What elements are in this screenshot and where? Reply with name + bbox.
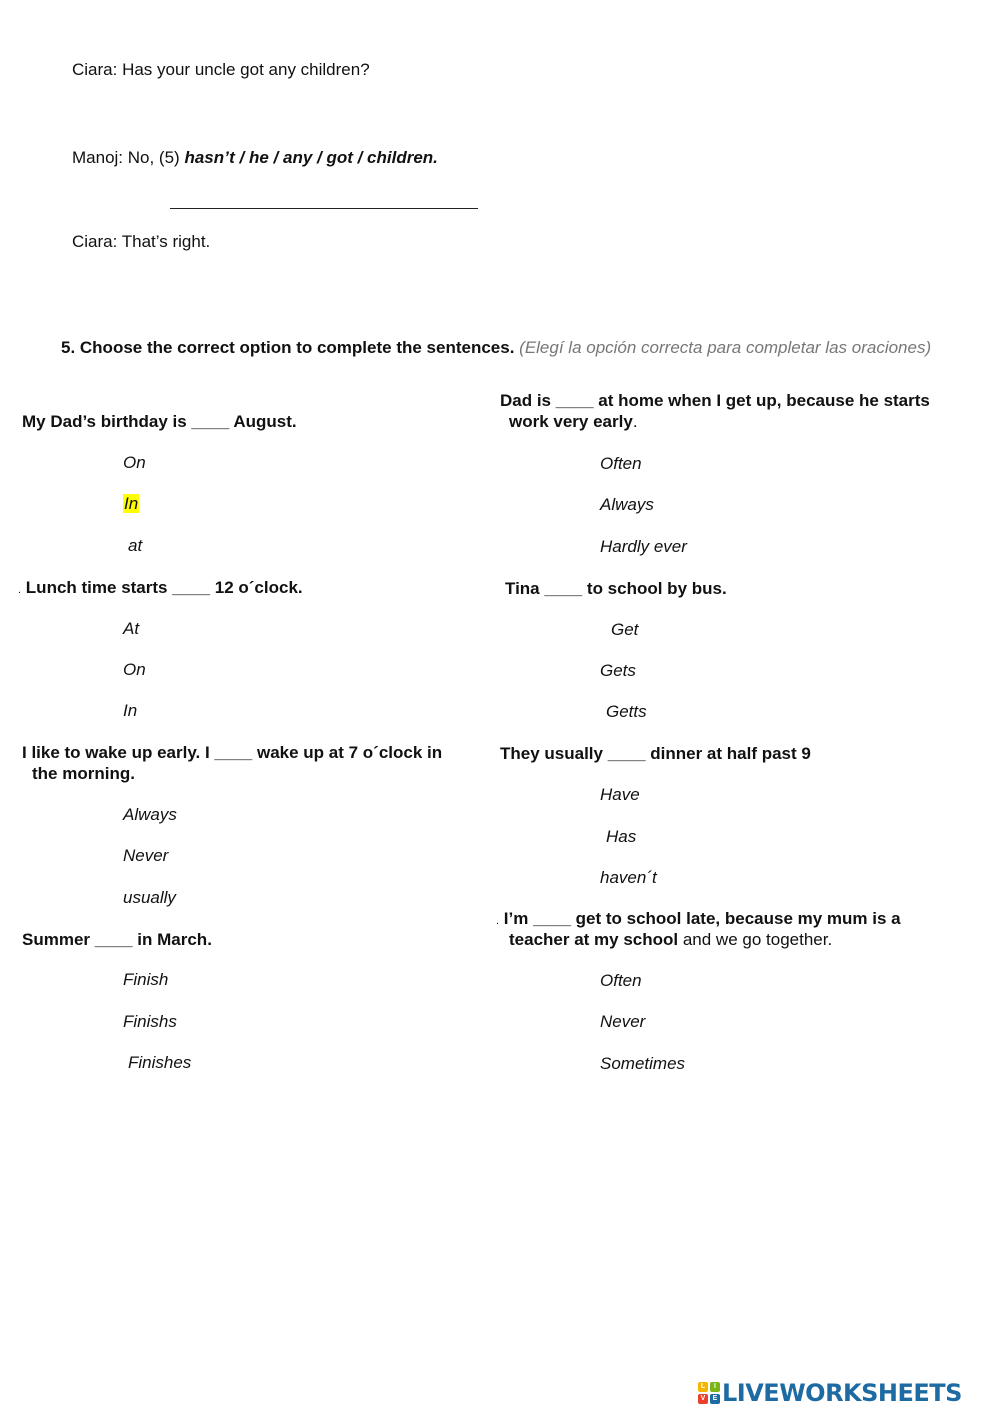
option-left-2-b[interactable]: On xyxy=(123,660,146,679)
option-left-3-a[interactable]: Always xyxy=(123,805,177,824)
option-right-2-a[interactable]: Get xyxy=(611,620,639,639)
option-left-3-b[interactable]: Never xyxy=(123,846,169,865)
option-left-2-c[interactable]: In xyxy=(123,701,138,720)
question-right-1-period: . xyxy=(632,412,638,431)
question-right-1-cont-text: work very early xyxy=(509,412,633,431)
question-right-1-cont xyxy=(509,411,638,432)
question-left-2-text: Lunch time starts ____ 12 o´clock. xyxy=(25,578,303,597)
question-right-4-text: I’m ____ get to school late, because my mum is a xyxy=(503,909,901,928)
exercise-5-heading xyxy=(61,337,941,358)
scrambled-words: hasn’t / he / any / got / children. xyxy=(184,148,438,167)
option-right-2-c[interactable]: Getts xyxy=(606,702,647,721)
option-right-2-b[interactable]: Gets xyxy=(600,661,636,680)
question-left-3-cont: the morning. xyxy=(32,764,135,783)
question-right-1: Dad is ____ at home when I get up, because he starts xyxy=(500,391,930,410)
exercise-5-translation: (Elegí la opción correcta para completar las oraciones) xyxy=(519,338,932,357)
liveworksheets-logo[interactable] xyxy=(698,1377,962,1409)
option-left-4-b[interactable]: Finishs xyxy=(123,1012,177,1031)
question-left-2 xyxy=(18,577,303,601)
option-left-2-a[interactable]: At xyxy=(123,619,140,638)
option-left-1-b[interactable] xyxy=(123,494,139,514)
option-left-1-c[interactable]: at xyxy=(128,536,143,555)
option-right-4-c[interactable]: Sometimes xyxy=(600,1054,686,1073)
dialogue-speaker-prefix: Manoj: No, (5) xyxy=(72,148,185,167)
question-right-3: They usually ____ dinner at half past 9 xyxy=(500,744,811,763)
question-left-4: Summer ____ in March. xyxy=(22,930,212,949)
logo-mark-e: E xyxy=(710,1394,720,1404)
dialogue-line-ciara-question: Ciara: Has your uncle got any children? xyxy=(72,60,370,79)
option-left-1-a[interactable]: On xyxy=(123,453,146,472)
option-right-1-b[interactable]: Always xyxy=(600,495,654,514)
highlighted-option: In xyxy=(124,494,139,513)
question-prefix-dot: . xyxy=(18,584,22,596)
question-left-1: My Dad’s birthday is ____ August. xyxy=(22,412,297,431)
option-right-1-a[interactable]: Often xyxy=(600,454,642,473)
logo-mark-i: I xyxy=(710,1382,720,1392)
option-right-3-b[interactable]: Has xyxy=(606,827,637,846)
question-left-3: I like to wake up early. I ____ wake up at 7 o´clock in xyxy=(22,743,443,762)
logo-text: LIVEWORKSHEETS xyxy=(722,1379,962,1407)
answer-blank-line[interactable] xyxy=(170,208,478,209)
option-left-3-c[interactable]: usually xyxy=(123,888,176,907)
option-right-4-a[interactable]: Often xyxy=(600,971,642,990)
dialogue-line-manoj xyxy=(72,148,438,168)
question-right-4-cont xyxy=(509,929,832,950)
option-right-4-b[interactable]: Never xyxy=(600,1012,646,1031)
option-right-1-c[interactable]: Hardly ever xyxy=(600,537,687,556)
dialogue-line-ciara-reply: Ciara: That’s right. xyxy=(72,232,211,251)
option-left-4-a[interactable]: Finish xyxy=(123,970,169,989)
exercise-5-instruction: 5. Choose the correct option to complete the sentences. xyxy=(61,338,515,357)
question-right-2: Tina ____ to school by bus. xyxy=(505,579,727,598)
question-right-4-cont-text: teacher at my school xyxy=(509,930,679,949)
logo-mark-v: V xyxy=(698,1394,708,1404)
option-right-3-a[interactable]: Have xyxy=(600,785,640,804)
option-right-3-c[interactable]: haven´t xyxy=(600,868,657,887)
question-right-4-tail: and we go together. xyxy=(678,930,833,949)
option-left-4-c[interactable]: Finishes xyxy=(128,1053,192,1072)
logo-mark-l: L xyxy=(698,1382,708,1392)
question-prefix-dot: . xyxy=(496,915,500,927)
logo-mark-icon xyxy=(698,1382,720,1404)
